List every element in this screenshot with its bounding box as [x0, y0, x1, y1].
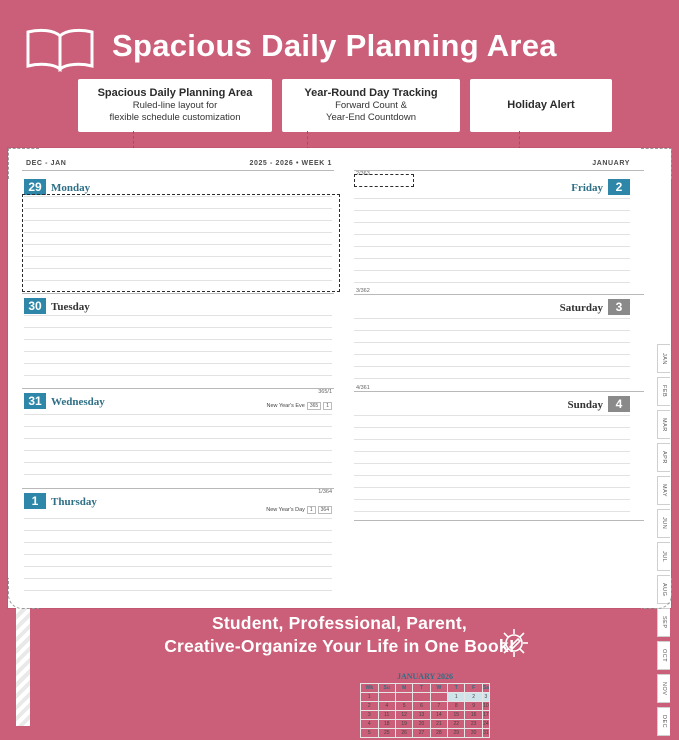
mc-day[interactable]: 26 [395, 729, 412, 738]
mc-day[interactable]: 29 [448, 729, 465, 738]
page-corner-top-left [8, 148, 39, 179]
mc-day[interactable]: 14 [430, 711, 447, 720]
day-count-3: 3/362 [356, 288, 370, 294]
day-count-4: 4/361 [356, 385, 370, 391]
holiday-badge-a: 365 [307, 402, 321, 410]
month-tab-dec[interactable]: DEC [657, 707, 670, 736]
mc-day[interactable] [430, 693, 447, 702]
spacious-area-highlight [22, 194, 340, 292]
mc-week-num: 1 [361, 693, 379, 702]
mc-day[interactable]: 5 [395, 702, 412, 711]
mc-day[interactable]: 27 [413, 729, 430, 738]
mc-day[interactable]: 8 [448, 702, 465, 711]
callout-subtitle: Forward Count & Year-End Countdown [326, 100, 416, 123]
month-tab-feb[interactable]: FEB [657, 377, 670, 406]
promo-footer [0, 612, 679, 679]
mc-h-th: T [448, 684, 465, 693]
mc-day[interactable]: 9 [465, 702, 482, 711]
mc-day[interactable] [378, 693, 395, 702]
day-entry-30[interactable] [24, 297, 90, 315]
mc-day[interactable]: 18 [378, 720, 395, 729]
month-tab-jan[interactable]: JAN [657, 344, 670, 373]
callout-group [78, 79, 612, 132]
mc-h-tu: T [413, 684, 430, 693]
mc-day[interactable]: 28 [430, 729, 447, 738]
holiday-badge-b: 364 [318, 506, 332, 514]
gear-pencil-icon [497, 626, 531, 660]
day-number: 31 [24, 393, 46, 409]
day-name: Wednesday [51, 396, 105, 408]
page-corner-bottom-left [8, 578, 39, 609]
day-entry-3[interactable] [560, 298, 630, 316]
mini-calendar-header-row [361, 684, 490, 693]
mc-day[interactable]: 16 [465, 711, 482, 720]
mc-h-mo: M [395, 684, 412, 693]
mc-h-fr: F [465, 684, 482, 693]
holiday-label: New Year's Eve [266, 403, 305, 409]
promo-header [0, 0, 679, 150]
day-entry-4[interactable] [568, 395, 630, 413]
day-number: 4 [608, 396, 630, 412]
day-entry-1[interactable] [24, 492, 97, 510]
month-tab-jun[interactable]: JUN [657, 509, 670, 538]
month-tab-strip[interactable] [657, 344, 669, 740]
mc-day[interactable]: 3 [482, 693, 489, 702]
day-number: 30 [24, 298, 46, 314]
mc-week-num: 3 [361, 711, 379, 720]
mc-h-wk: Wk [361, 684, 379, 693]
left-page-header-left: DEC - JAN [26, 160, 67, 167]
planner-left-page [16, 148, 342, 608]
mini-calendar-title: JANUARY 2026 [396, 672, 454, 681]
open-book-icon [22, 26, 98, 72]
callout-title: Holiday Alert [507, 99, 575, 111]
day-name: Friday [571, 182, 603, 194]
mc-day[interactable]: 7 [430, 702, 447, 711]
page-corner-top-right [641, 148, 672, 179]
page-corner-bottom-right [641, 578, 672, 609]
callout-title: Spacious Daily Planning Area [97, 87, 253, 99]
mc-h-we: W [430, 684, 447, 693]
mc-day[interactable]: 12 [395, 711, 412, 720]
holiday-alert-new-years-day [266, 506, 332, 514]
mc-day[interactable]: 15 [448, 711, 465, 720]
day-count-31: 365/1 [318, 389, 332, 395]
day-entry-2[interactable] [571, 178, 630, 196]
mc-day[interactable]: 30 [465, 729, 482, 738]
right-page-header: JANUARY [592, 160, 630, 167]
day-name: Tuesday [51, 301, 90, 313]
planner-right-page [354, 148, 654, 608]
holiday-label: New Year's Day [266, 507, 305, 513]
mc-day[interactable]: 11 [378, 711, 395, 720]
mc-h-sa: Sa [482, 685, 489, 691]
callout-spacious-daily-planning-area [78, 79, 272, 132]
day-count-2: 2/363 [356, 171, 370, 177]
day-count-1: 1/364 [318, 489, 332, 495]
mc-day[interactable]: 24 [483, 721, 489, 727]
footer-line-2: Creative-Organize Your Life in One Book! [164, 636, 515, 656]
mini-calendar-week-row [361, 711, 490, 720]
day-name: Saturday [559, 302, 603, 314]
day-number: 1 [24, 493, 46, 509]
mc-day[interactable]: 22 [448, 720, 465, 729]
month-tab-oct[interactable]: OCT [657, 641, 670, 670]
month-tab-apr[interactable]: APR [657, 443, 670, 472]
callout-title: Year-Round Day Tracking [304, 87, 438, 99]
day-entry-31[interactable] [24, 392, 105, 410]
mc-h-su: Su [378, 684, 395, 693]
mini-calendar-week-row [361, 693, 490, 702]
mc-week-num: 2 [361, 702, 379, 711]
mc-day[interactable]: 4 [378, 702, 395, 711]
mc-day[interactable]: 20 [413, 720, 430, 729]
mc-day[interactable]: 31 [483, 730, 489, 736]
mc-day[interactable]: 17 [483, 712, 489, 718]
month-tab-nov[interactable]: NOV [657, 674, 670, 703]
mini-calendar-week-row [361, 702, 490, 711]
mc-day[interactable] [413, 693, 430, 702]
month-tab-sep[interactable]: SEP [657, 608, 670, 637]
mini-calendar[interactable] [360, 672, 490, 738]
day-number: 3 [608, 299, 630, 315]
mini-calendar-week-row [361, 729, 490, 738]
callout-year-round-day-tracking [282, 79, 460, 132]
day-number: 2 [608, 179, 630, 195]
mc-day[interactable]: 10 [483, 703, 489, 709]
footer-line-1: Student, Professional, Parent, [212, 613, 467, 633]
month-tab-mar[interactable]: MAR [657, 410, 670, 439]
day-name: Monday [51, 182, 91, 194]
callout-holiday-alert [470, 79, 612, 132]
mini-calendar-week-row [361, 720, 490, 729]
mini-calendar-table [360, 683, 490, 738]
mc-day[interactable]: 13 [413, 711, 430, 720]
holiday-badge-b: 1 [323, 402, 332, 410]
left-page-header-right: 2025 - 2026 • WEEK 1 [249, 160, 332, 167]
mc-day[interactable]: 6 [413, 702, 430, 711]
mc-week-num: 4 [361, 720, 379, 729]
day-number: 29 [24, 179, 46, 195]
mc-day[interactable] [395, 693, 412, 702]
mc-day[interactable]: 19 [395, 720, 412, 729]
callout-subtitle: Ruled-line layout for flexible schedule customization [109, 100, 241, 123]
holiday-alert-new-years-eve [267, 402, 332, 410]
mc-week-num: 5 [361, 729, 379, 738]
mc-day[interactable]: 1 [448, 693, 465, 702]
day-tracking-highlight [354, 174, 414, 187]
month-tab-may[interactable]: MAY [657, 476, 670, 505]
mc-day[interactable]: 23 [465, 720, 482, 729]
mc-day[interactable]: 21 [430, 720, 447, 729]
month-tab-aug[interactable]: AUG [657, 575, 670, 604]
page-title: Spacious Daily Planning Area [112, 28, 557, 63]
day-name: Sunday [567, 399, 603, 411]
month-tab-jul[interactable]: JUL [657, 542, 670, 571]
holiday-badge-a: 1 [307, 506, 316, 514]
mc-day[interactable]: 25 [378, 729, 395, 738]
mc-day[interactable]: 2 [465, 693, 482, 702]
day-name: Thursday [51, 496, 97, 508]
